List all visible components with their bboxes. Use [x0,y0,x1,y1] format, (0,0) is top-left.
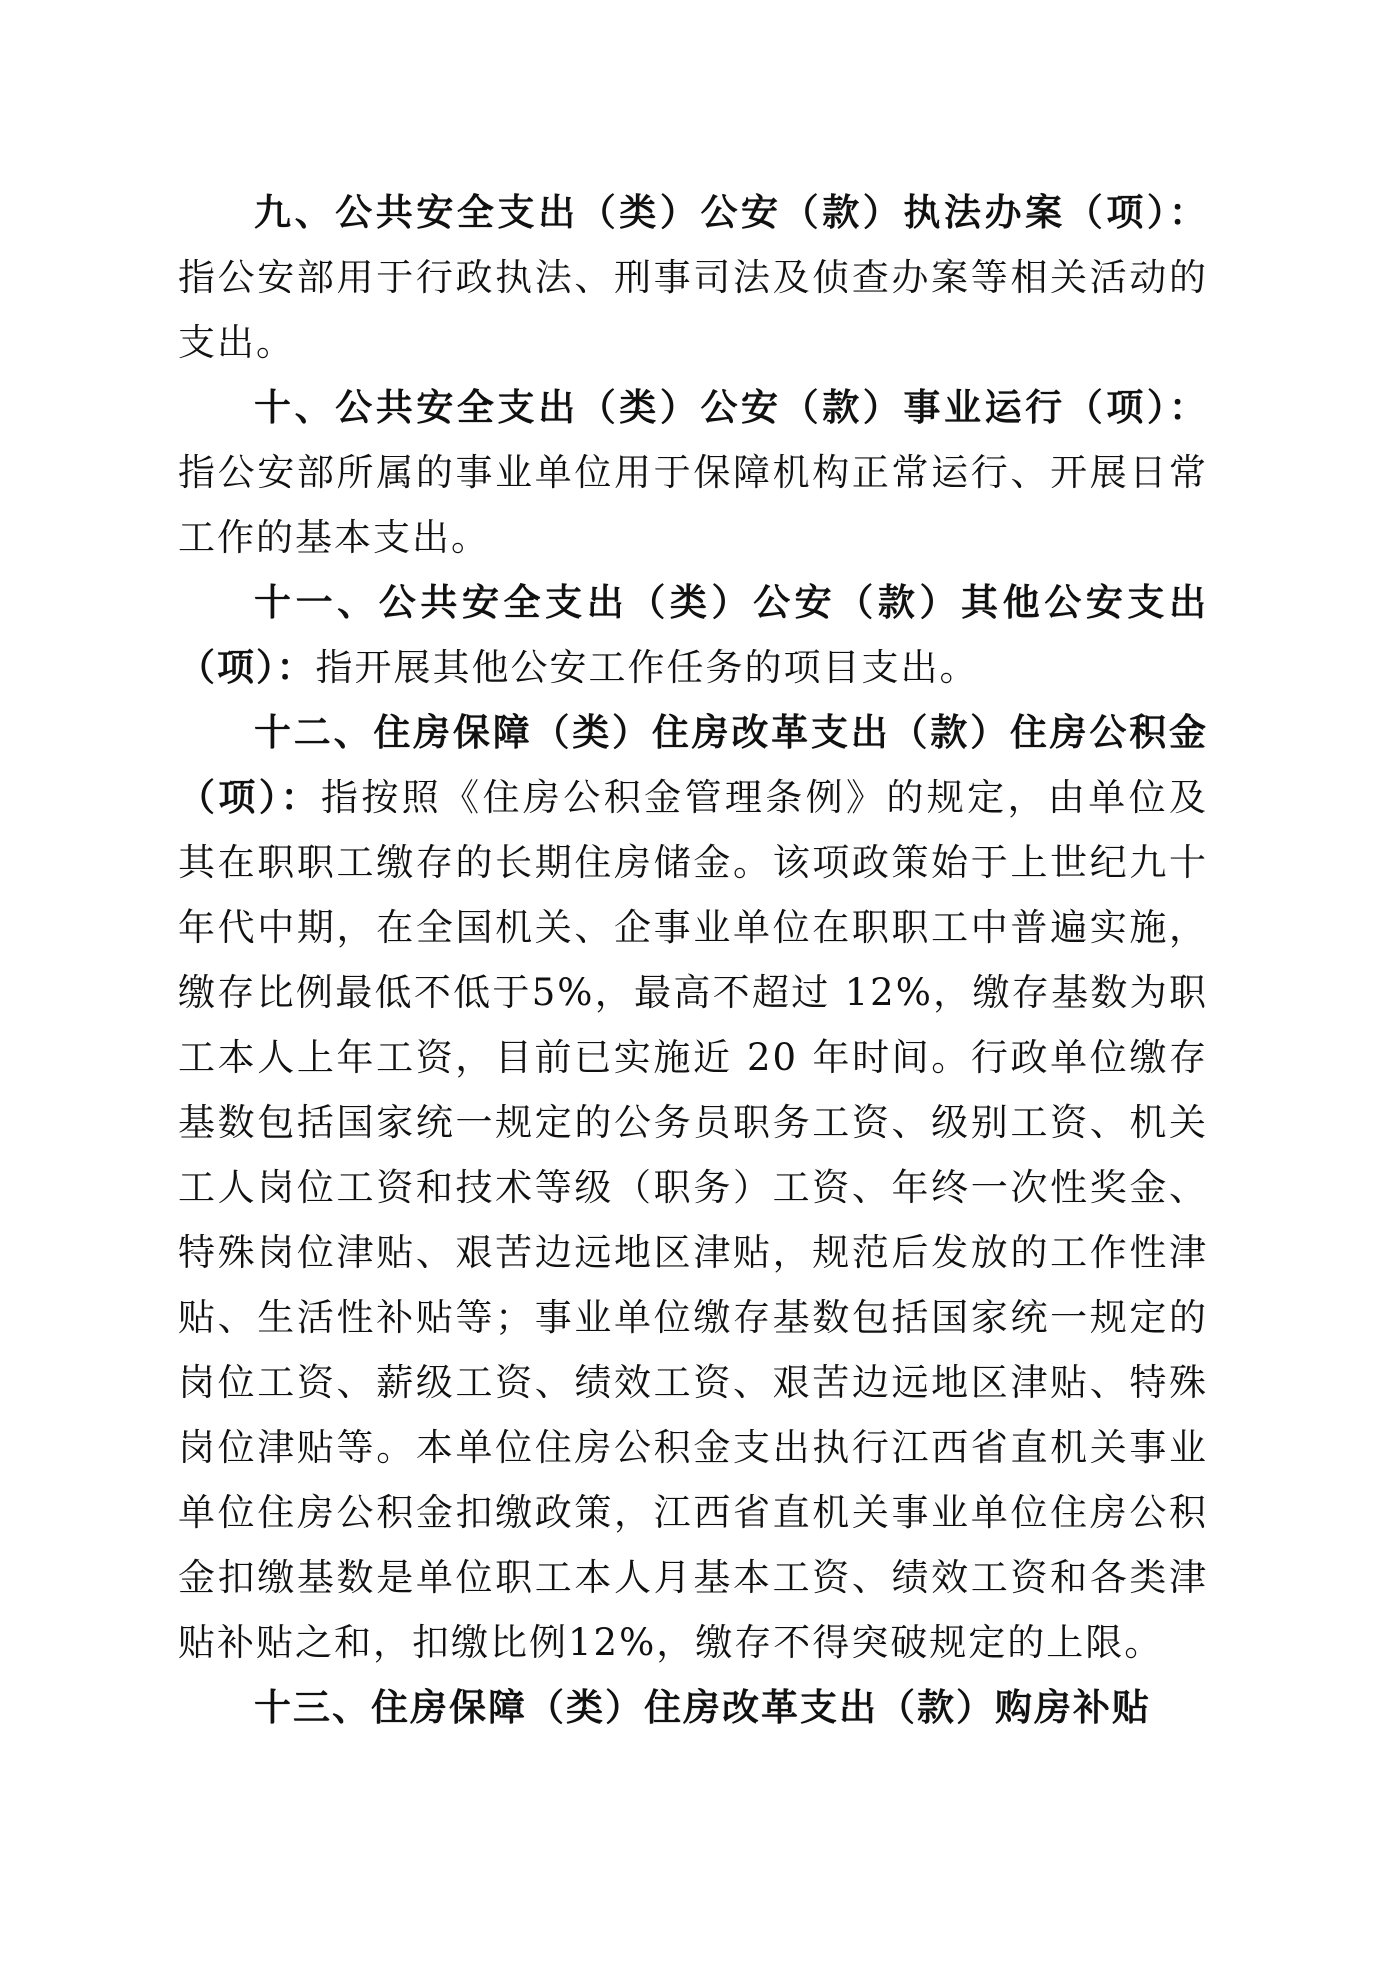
paragraph-item-10 [178,375,1208,570]
item-13-heading: 十三、住房保障（类）住房改革支出（款）购房补贴 [254,1686,1151,1729]
paragraph-item-12 [178,700,1208,1675]
item-11-heading: 十一、公共安全支出（类）公安（款）其他公安支出（项）： [178,581,1208,689]
item-9-heading: 九、公共安全支出（类）公安（款）执法办案（项）： [254,191,1208,234]
paragraph-item-11 [178,570,1208,700]
item-10-heading: 十、公共安全支出（类）公安（款）事业运行（项）： [254,386,1208,429]
item-10-text: 指公安部所属的事业单位用于保障机构正常运行、开展日常工作的基本支出。 [178,451,1208,559]
item-12-heading: 十二、住房保障（类）住房改革支出（款）住房公积金（项）： [178,711,1208,819]
item-9-text: 指公安部用于行政执法、刑事司法及侦查办案等相关活动的支出。 [178,256,1208,364]
item-11-text: 指开展其他公安工作任务的项目支出。 [315,646,979,689]
document-body [178,180,1208,1740]
item-12-text: 指按照《住房公积金管理条例》的规定，由单位及其在职职工缴存的长期住房储金。该项政策始于上世纪九十年代中期，在全国机关、企事业单位在职职工中普遍实施，缴存比例最低不低于5%，最高不超过 12%，缴存基数为职工本人上年工资，目前已实施近 20 年时间。行政单位缴存基数包括国家统一规定的公务员职务工资、级别工资、机关工人岗位工资和技术等级（职务）工资、年终一次性奖金、特殊岗位津贴、艰苦边远地区津贴，规范后发放的工作性津贴、生活性补贴等；事业单位缴存基数包括国家统一规定的岗位工资、薪级工资、绩效工资、艰苦边远地区津贴、特殊岗位津贴等。本单位住房公积金支出执行江西省直机关事业单位住房公积金扣缴政策，江西省直机关事业单位住房公积金扣缴基数是单位职工本人月基本工资、绩效工资和各类津贴补贴之和，扣缴比例12%，缴存不得突破规定的上限。 [178,776,1209,1664]
paragraph-item-13 [178,1675,1208,1740]
paragraph-item-9 [178,180,1208,375]
